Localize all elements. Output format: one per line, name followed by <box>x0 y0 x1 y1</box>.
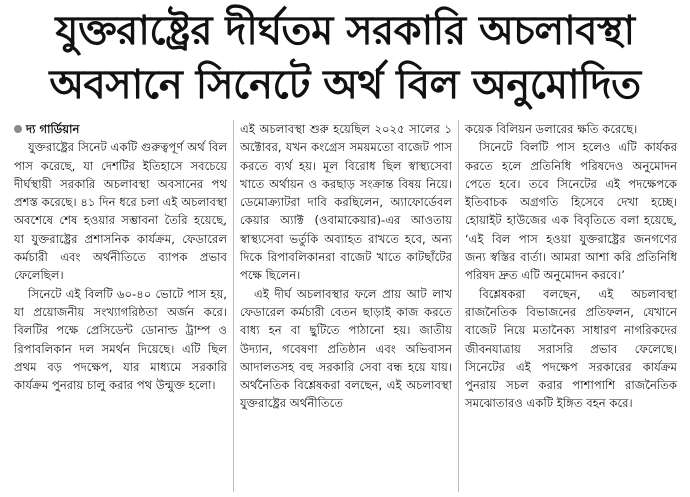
byline-source: দ্য গার্ডিয়ান <box>26 122 80 136</box>
bullet-dot-icon <box>14 125 22 133</box>
headline-line-2: অবসানে সিনেটে অর্থ বিল অনুমোদিত <box>49 62 641 108</box>
paragraph: সিনেটে এই বিলটি ৬০-৪০ ভোটে পাস হয়, যা প্রয়োজনীয় সংখ্যাগরিষ্ঠতা অর্জন করে। বিলটির পক্ষে প্রেসিডেন্ট ডোনাল্ড ট্রাম্প ও রিপাবলিকান দল সমর্থন দিয়েছে। এটি ছিল প্রথম বড় পদক্ষেপ, যার মাধ্যমে সরকারি কার্যক্রম পুনরায় চালু করার পথ উন্মুক্ত হলো। <box>14 286 227 393</box>
column-2 <box>233 120 458 492</box>
headline <box>0 4 690 112</box>
article-columns <box>8 120 684 492</box>
column-3 <box>458 120 683 492</box>
headline-line-1: যুক্তরাষ্ট্রের দীর্ঘতম সরকারি অচলাবস্থা <box>55 8 635 54</box>
paragraph: এই দীর্ঘ অচলাবস্থার ফলে প্রায় আট লাখ ফেডারেল কর্মচারী বেতন ছাড়াই কাজ করতে বাধ্য হন বা ছুটিতে পাঠানো হয়। জাতীয় উদ্যান, গবেষণা প্রতিষ্ঠান এবং অভিবাসন আদালতসহ বহু সরকারি সেবা বন্ধ হয়ে যায়। অর্থনৈতিক বিশ্লেষকরা বলছেন, এই অচলাবস্থা যুক্তরাষ্ট্রের অর্থনীতিতে <box>240 286 452 411</box>
paragraph: কয়েক বিলিয়ন ডলারের ক্ষতি করেছে। <box>465 122 638 136</box>
paragraph: বিশ্লেষকরা বলছেন, এই অচলাবস্থা রাজনৈতিক বিভাজনের প্রতিফলন, যেখানে বাজেট নিয়ে মতানৈক্য সাধারণ নাগরিকদের জীবনযাত্রায় সরাসরি প্রভাব ফেলেছে। সিনেটের এই পদক্ষেপ সরকারের কার্যক্রম পুনরায় সচল করার পাশাপাশি রাজনৈতিক সমঝোতারও একটি ইঙ্গিত বহন করে। <box>465 286 677 411</box>
paragraph: যুক্তরাষ্ট্রের সিনেট একটি গুরুত্বপূর্ণ অর্থ বিল পাস করেছে, যা দেশটির ইতিহাসে সবচেয়ে দীর্ঘস্থায়ী সরকারি অচলাবস্থা অবসানের পথ প্রশস্ত করেছে। ৪১ দিন ধরে চলা এই অচলাবস্থা অবশেষে শেষ হওয়ার সম্ভাবনা তৈরি হয়েছে, যা যুক্তরাষ্ট্রের প্রশাসনিক কার্যক্রম, ফেডারেল কর্মচারী এবং অর্থনীতিতে ব্যাপক প্রভাব ফেলেছিল। <box>14 140 227 283</box>
column-1 <box>8 120 233 492</box>
byline <box>14 120 227 138</box>
paragraph: সিনেটে বিলটি পাস হলেও এটি কার্যকর করতে হলে প্রতিনিধি পরিষদেও অনুমোদন পেতে হবে। তবে সিনেটের এই পদক্ষেপকে ইতিবাচক অগ্রগতি হিসেবে দেখা হচ্ছে। হোয়াইট হাউজের এক বিবৃতিতে বলা হয়েছে, ‘এই বিল পাস হওয়া যুক্তরাষ্ট্রের জনগণের জন্য স্বস্তির বার্তা। আমরা আশা করি প্রতিনিধি পরিষদ দ্রুত এটি অনুমোদন করবে।’ <box>465 140 677 283</box>
paragraph: এই অচলাবস্থা শুরু হয়েছিল ২০২৫ সালের ১ অক্টোবর, যখন কংগ্রেস সময়মতো বাজেট পাস করতে ব্যর্থ হয়। মূল বিরোধ ছিল স্বাস্থ্যসেবা খাতে অর্থায়ন ও করছাড় সংক্রান্ত বিষয় নিয়ে। ডেমোক্র্যাটরা দাবি করছিলেন, অ্যাফোর্ডেবল কেয়ার অ্যাক্ট (ওবামাকেয়ার)-এর আওতায় স্বাস্থ্যসেবা ভর্তুকি অব্যাহত রাখতে হবে, অন্য দিকে রিপাবলিকানরা বাজেট খাতে কাটছাঁটের পক্ষে ছিলেন। <box>240 122 452 283</box>
